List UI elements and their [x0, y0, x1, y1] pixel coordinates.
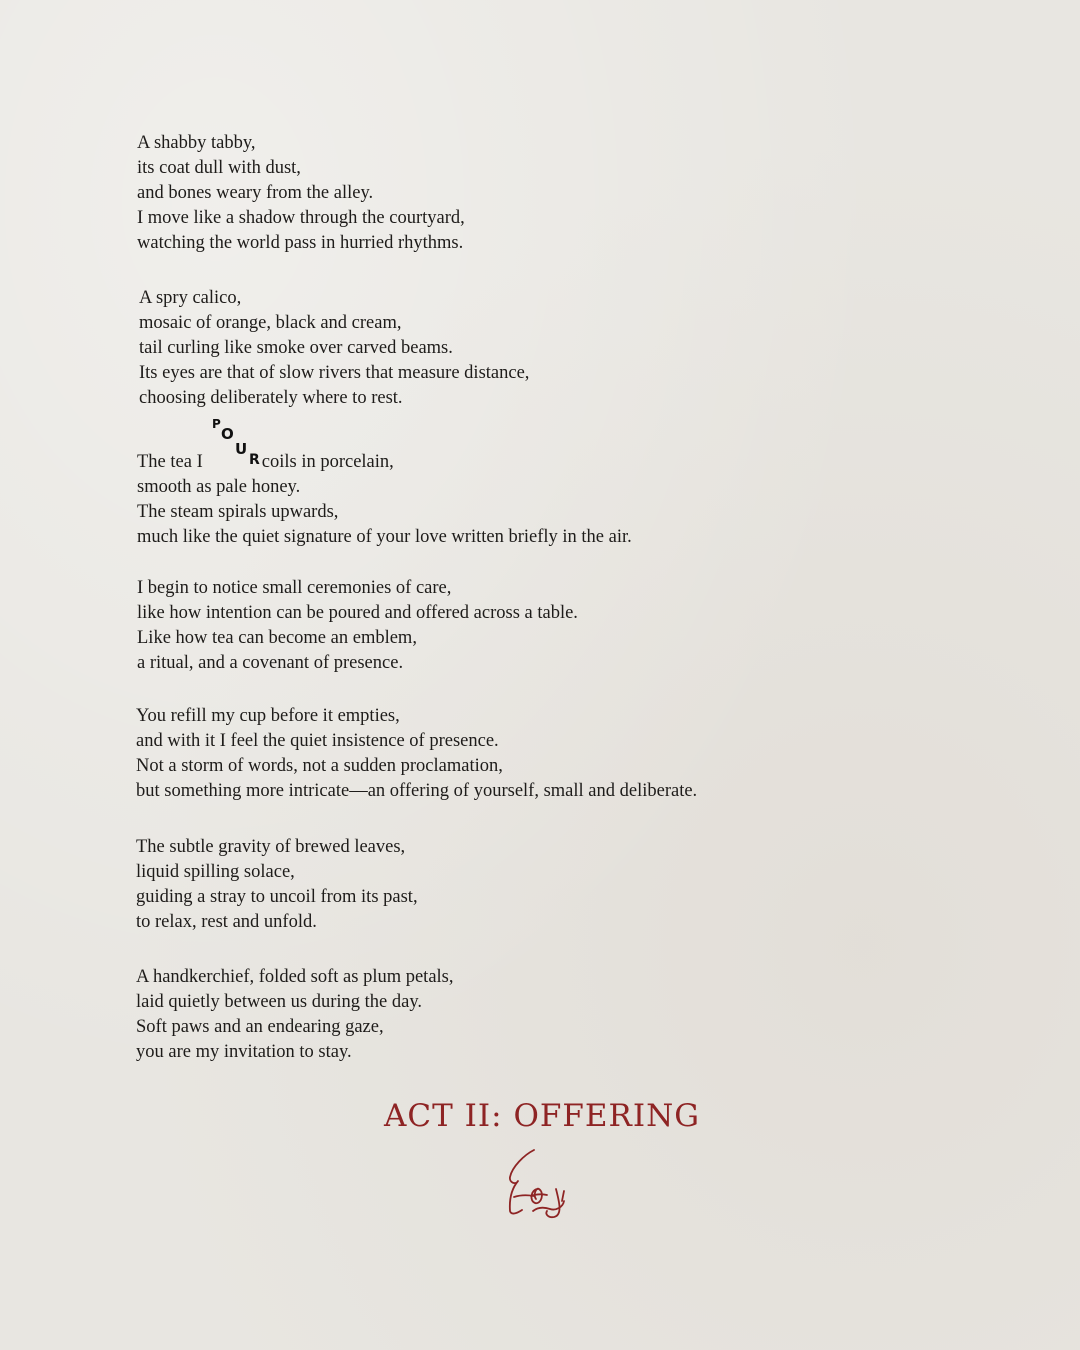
stanza-6: [136, 835, 418, 935]
poem-line: [137, 450, 632, 475]
poem-line: to relax, rest and unfold.: [136, 912, 317, 932]
poem-line: A handkerchief, folded soft as plum petals,: [136, 967, 454, 987]
poem-line: and with it I feel the quiet insistence of presence.: [136, 731, 499, 751]
poem-line: a ritual, and a covenant of presence.: [137, 653, 404, 673]
poem-line: you are my invitation to stay.: [136, 1042, 352, 1062]
poem-line: A shabby tabby,: [137, 133, 256, 153]
pour-letter-r: R: [249, 452, 260, 468]
poem-line: I move like a shadow through the courtyard,: [137, 208, 465, 228]
stanza-2: [139, 286, 529, 411]
poem-line: its coat dull with dust,: [137, 158, 301, 178]
pour-letter-p: P: [212, 417, 221, 431]
poem-line: Its eyes are that of slow rivers that measure distance,: [139, 363, 530, 383]
act-title: ACT II: OFFERING: [384, 1098, 700, 1134]
poem-line: laid quietly between us during the day.: [136, 992, 422, 1012]
poem-line: Not a storm of words, not a sudden proclamation,: [136, 756, 503, 776]
poem-line: Like how tea can become an emblem,: [137, 628, 417, 648]
poem-line: I begin to notice small ceremonies of care,: [137, 578, 452, 598]
stanza-5: [136, 704, 697, 804]
poem-line: You refill my cup before it empties,: [136, 706, 400, 726]
stanza-4: [137, 576, 578, 676]
poem-line: like how intention can be poured and offered across a table.: [137, 603, 578, 623]
stanza-3: [137, 450, 632, 550]
poem-line: A spry calico,: [139, 288, 242, 308]
stanza-7: [136, 965, 454, 1065]
poem-line: much like the quiet signature of your love written briefly in the air.: [137, 527, 632, 547]
poem-line: The subtle gravity of brewed leaves,: [136, 837, 406, 857]
poem-line: Soft paws and an endearing gaze,: [136, 1017, 384, 1037]
poem-line: smooth as pale honey.: [137, 477, 301, 497]
stanza-1: [137, 131, 465, 256]
poem-line: watching the world pass in hurried rhythms.: [137, 233, 464, 253]
poem-line: but something more intricate—an offering of yourself, small and deliberate.: [136, 781, 698, 801]
poem-line: mosaic of orange, black and cream,: [139, 313, 402, 333]
handwritten-signature-icon: [500, 1145, 572, 1223]
line-start: The tea I: [137, 452, 203, 472]
line-end: coils in porcelain,: [261, 452, 394, 472]
poem-line: and bones weary from the alley.: [137, 183, 374, 203]
pour-letter-o: O: [221, 425, 234, 443]
poem-line: The steam spirals upwards,: [137, 502, 339, 522]
poem-line: choosing deliberately where to rest.: [139, 388, 403, 408]
pour-letter-u: U: [235, 440, 248, 458]
poem-line: liquid spilling solace,: [136, 862, 295, 882]
poem-line: guiding a stray to uncoil from its past,: [136, 887, 418, 907]
poem-line: tail curling like smoke over carved beams.: [139, 338, 453, 358]
